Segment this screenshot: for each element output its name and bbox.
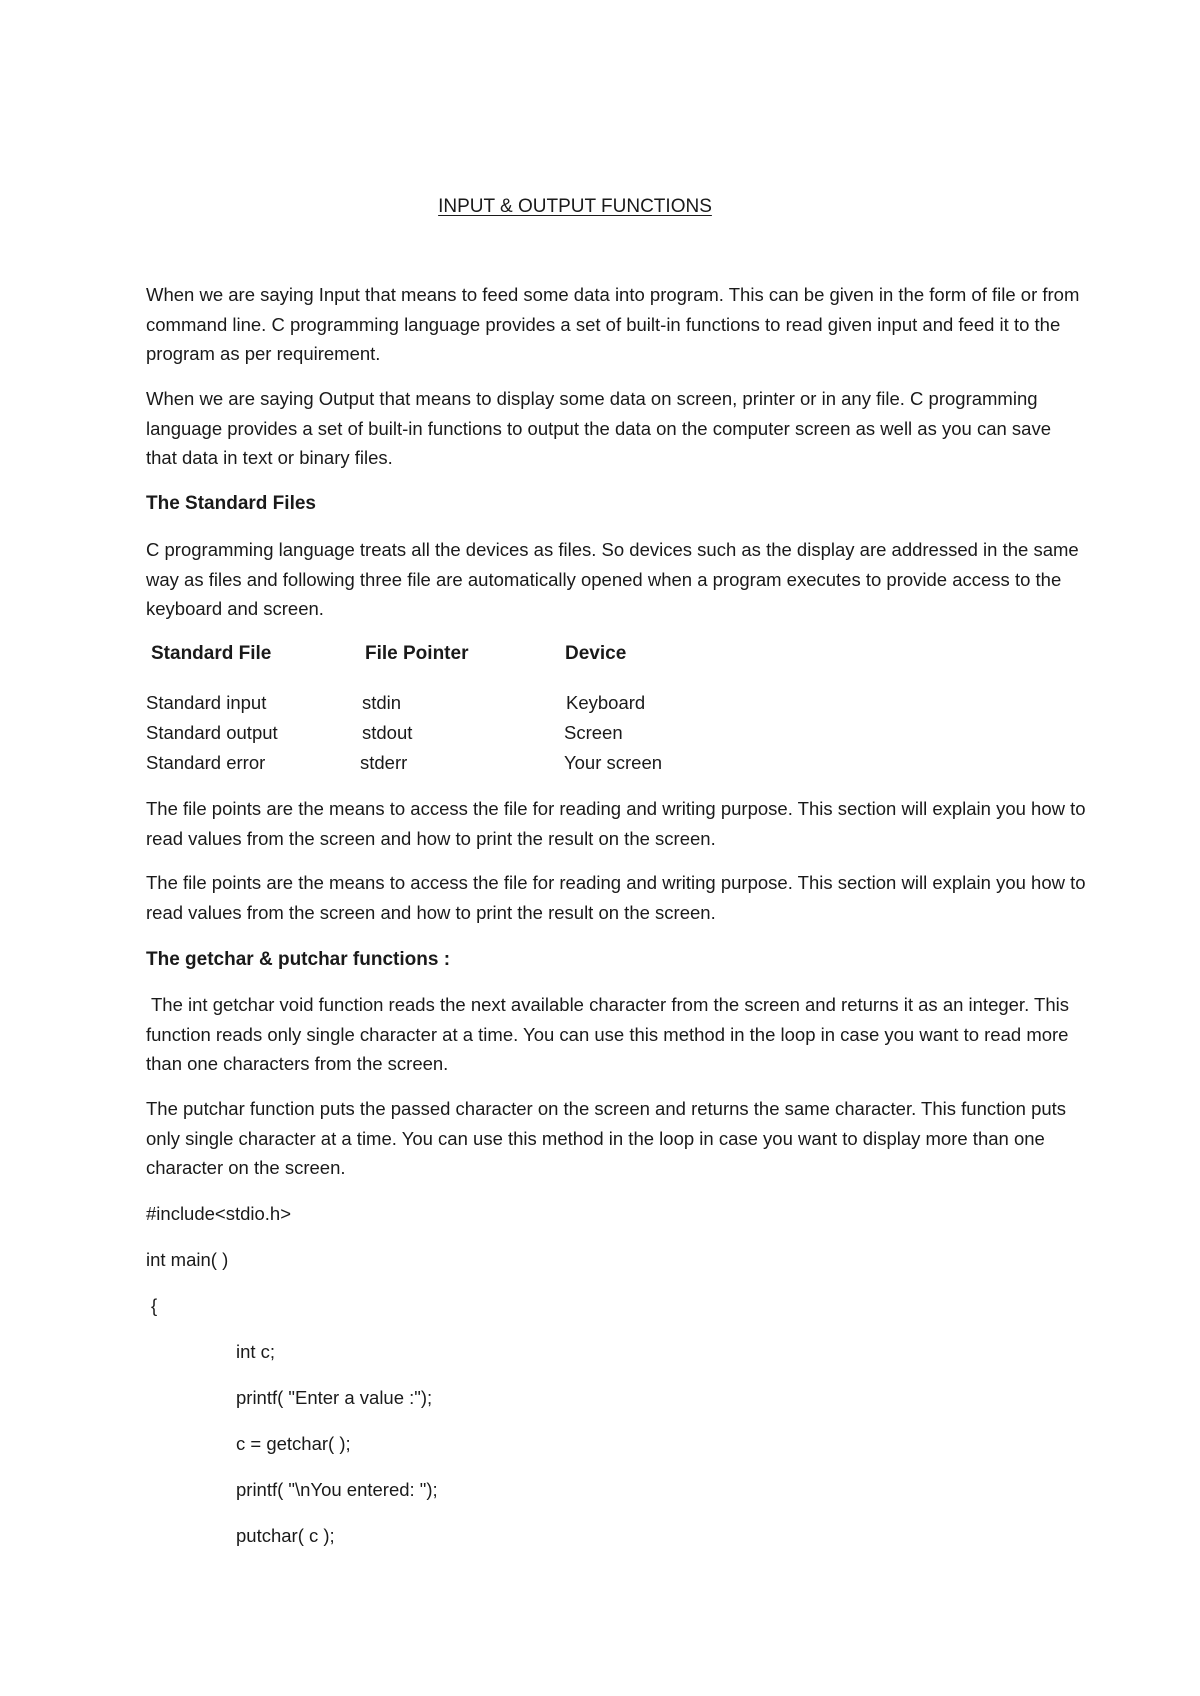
table-cell: Standard error: [146, 752, 266, 773]
standard-files-paragraph: C programming language treats all the devices as files. So devices such as the display are addressed in the same way as files and following three file are automatically opened when a program executes to provide access to the keyboard and screen.: [146, 539, 1079, 619]
code-line: putchar( c );: [236, 1525, 335, 1546]
intro-paragraph-input: When we are saying Input that means to feed some data into program. This can be given in the form of file or from command line. C programming language provides a set of built-in functions to read given input and feed it to the program as per requirement.: [146, 284, 1080, 364]
table-cell: stderr: [360, 752, 408, 773]
intro-paragraph-output: When we are saying Output that means to display some data on screen, printer or in any file. C programming language provides a set of built-in functions to output the data on the computer screen as well as you can save that data in text or binary files.: [146, 388, 1052, 468]
putchar-paragraph: The putchar function puts the passed character on the screen and returns the same character. This function puts only single character at a time. You can use this method in the loop in case you want to display more than one character on the screen.: [146, 1098, 1067, 1178]
code-line: printf( "Enter a value :");: [236, 1387, 433, 1408]
page-title: INPUT & OUTPUT FUNCTIONS: [438, 196, 712, 217]
code-line: int c;: [236, 1341, 276, 1362]
table-header-file-pointer: File Pointer: [365, 643, 469, 664]
table-cell: Keyboard: [566, 692, 646, 713]
getchar-paragraph: The int getchar void function reads the next available character from the screen and returns it as an integer. This function reads only single character at a time. You can use this method in the loop in case you want to read more than one characters from the screen.: [146, 994, 1069, 1074]
table-header-device: Device: [565, 643, 627, 664]
code-line: {: [151, 1295, 158, 1316]
code-line: #include<stdio.h>: [146, 1203, 292, 1224]
table-cell: stdout: [362, 722, 413, 743]
code-line: int main( ): [146, 1249, 229, 1270]
table-cell: Standard input: [146, 692, 267, 713]
table-header-standard-file: Standard File: [151, 643, 272, 664]
code-line: c = getchar( );: [236, 1433, 351, 1454]
getchar-putchar-heading: The getchar & putchar functions :: [146, 949, 451, 970]
code-line: printf( "\nYou entered: ");: [236, 1479, 438, 1500]
table-cell: Your screen: [564, 752, 663, 773]
table-cell: Standard output: [146, 722, 278, 743]
table-cell: stdin: [362, 692, 402, 713]
file-points-paragraph-1: The file points are the means to access the file for reading and writing purpose. This section will explain you how to read values from the screen and how to print the result on the screen.: [146, 798, 1086, 849]
standard-files-heading: The Standard Files: [146, 493, 316, 514]
file-points-paragraph-2: The file points are the means to access the file for reading and writing purpose. This section will explain you how to read values from the screen and how to print the result on the screen.: [146, 872, 1086, 923]
table-cell: Screen: [564, 722, 623, 743]
